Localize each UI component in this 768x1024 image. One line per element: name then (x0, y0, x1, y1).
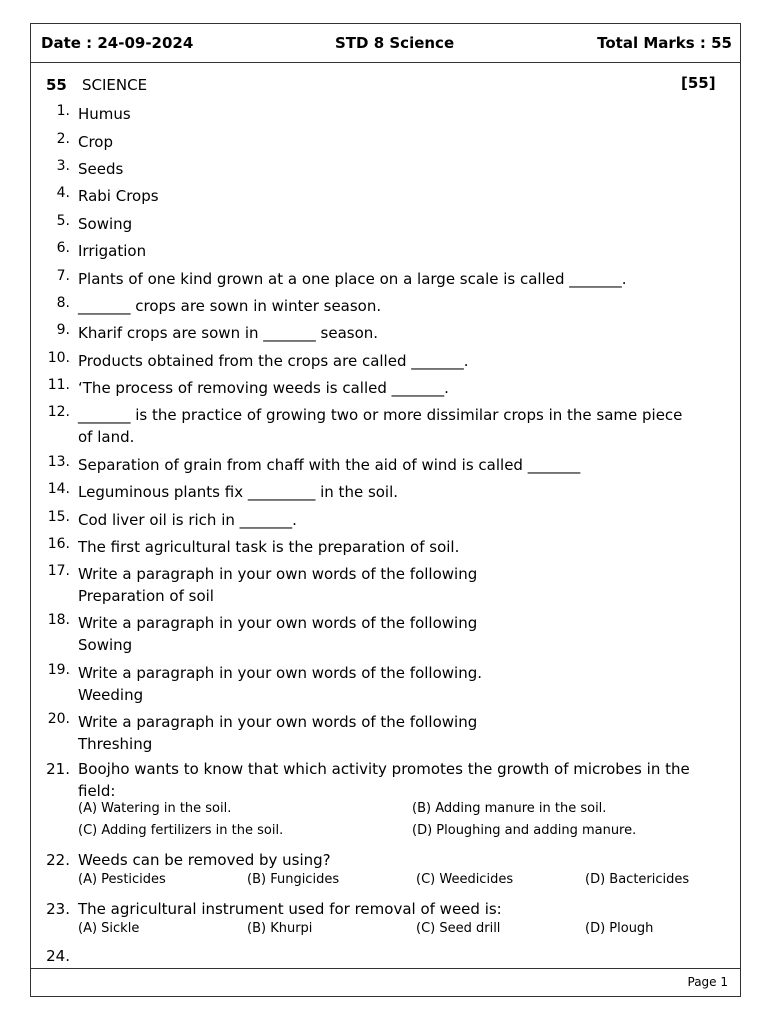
option-b: (B) Khurpi (247, 921, 313, 936)
question-number: 19. (47, 662, 70, 678)
option-c: (C) Seed drill (416, 921, 501, 936)
option-c: (C) Adding fertilizers in the soil. (78, 823, 284, 838)
question-text: Weeds can be removed by using? (78, 851, 331, 869)
page-number: Page 1 (687, 975, 728, 989)
question-text: Write a paragraph in your own words of the following (78, 565, 478, 583)
option-d: (D) Bactericides (585, 872, 690, 887)
question-text: ‘The process of removing weeds is called _______. (78, 379, 449, 397)
question-number: 14. (47, 481, 70, 497)
question-number: 7. (56, 268, 70, 284)
question-text: Separation of grain from chaff with the aid of wind is called _______ (78, 456, 581, 474)
question-text: Irrigation (78, 242, 147, 260)
question-text: Cod liver oil is rich in _______. (78, 511, 297, 529)
option-a: (A) Watering in the soil. (78, 801, 232, 816)
question-text: Write a paragraph in your own words of the following. (78, 664, 483, 682)
question-text: Seeds (78, 160, 124, 178)
question-text: _______ crops are sown in winter season. (78, 297, 382, 315)
question-text: Write a paragraph in your own words of the following (78, 713, 478, 731)
page-header (30, 23, 741, 63)
question-number: 11. (47, 377, 70, 393)
section-title: SCIENCE (82, 76, 148, 94)
question-text: Kharif crops are sown in _______ season. (78, 324, 379, 342)
question-text: _______ is the practice of growing two or more dissimilar crops in the same piece of land. (78, 406, 683, 446)
question-number: 18. (47, 612, 70, 628)
question-subtopic: Preparation of soil (78, 587, 214, 605)
question-number: 9. (56, 322, 70, 338)
question-text: Boojho wants to know that which activity promotes the growth of microbes in the field: (78, 760, 690, 800)
question-number: 2. (56, 131, 70, 147)
question-number: 4. (56, 185, 70, 201)
section-number: 55 (46, 76, 67, 94)
question-number: 13. (47, 454, 70, 470)
question-text: Sowing (78, 215, 133, 233)
question-text: Products obtained from the crops are called _______. (78, 352, 469, 370)
question-text: Write a paragraph in your own words of the following (78, 614, 478, 632)
question-number: 20. (47, 711, 70, 727)
option-b: (B) Fungicides (247, 872, 340, 887)
question-number: 22. (46, 851, 70, 869)
question-number: 15. (47, 509, 70, 525)
option-d: (D) Ploughing and adding manure. (412, 823, 637, 838)
question-number: 1. (56, 103, 70, 119)
question-number: 12. (47, 404, 70, 420)
question-text: Rabi Crops (78, 187, 159, 205)
option-a: (A) Pesticides (78, 872, 166, 887)
question-number: 3. (56, 158, 70, 174)
question-text: The first agricultural task is the preparation of soil. (78, 538, 460, 556)
question-number: 23. (46, 900, 70, 918)
question-number: 5. (56, 213, 70, 229)
page-footer (30, 968, 741, 997)
question-number: 6. (56, 240, 70, 256)
question-number: 17. (47, 563, 70, 579)
exam-date: Date : 24-09-2024 (41, 34, 194, 52)
question-text: Leguminous plants fix _________ in the soil. (78, 483, 399, 501)
question-text: Crop (78, 133, 114, 151)
question-number: 8. (56, 295, 70, 311)
option-c: (C) Weedicides (416, 872, 514, 887)
question-subtopic: Threshing (78, 735, 153, 753)
question-text: Plants of one kind grown at a one place on a large scale is called _______. (78, 270, 627, 288)
option-d: (D) Plough (585, 921, 654, 936)
option-b: (B) Adding manure in the soil. (412, 801, 607, 816)
exam-title: STD 8 Science (335, 34, 455, 52)
question-text: The agricultural instrument used for removal of weed is: (78, 900, 502, 918)
question-number: 24. (46, 947, 70, 965)
section-marks: [55] (681, 74, 716, 92)
question-number: 21. (46, 760, 70, 778)
question-number: 16. (47, 536, 70, 552)
question-text: Humus (78, 105, 131, 123)
question-subtopic: Sowing (78, 636, 133, 654)
total-marks: Total Marks : 55 (597, 34, 732, 52)
question-number: 10. (47, 350, 70, 366)
option-a: (A) Sickle (78, 921, 140, 936)
question-subtopic: Weeding (78, 686, 144, 704)
